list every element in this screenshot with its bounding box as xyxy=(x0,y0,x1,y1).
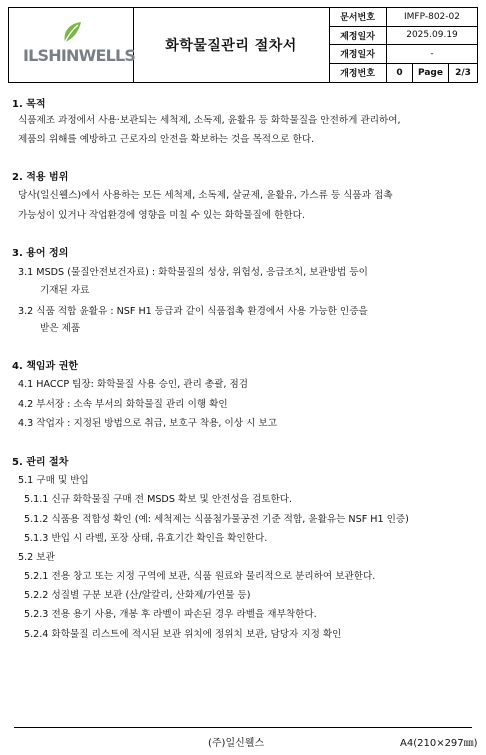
section-2-heading: 2. 적용 범위 xyxy=(12,172,69,183)
revision-page-row xyxy=(329,64,477,83)
procedure-5-2-2: 5.2.2 성질별 구분 보관 (산/알칼리, 산화제/가연물 등) xyxy=(24,590,251,601)
procedure-5-1-3: 5.1.3 반입 시 라벨, 포장 상태, 유효기간 확인을 확인한다. xyxy=(24,533,268,544)
definition-3-2: 3.2 식품 적합 윤활유 : NSF H1 등급과 같이 식품접촉 환경에서 사용 가능한 인증을 xyxy=(18,306,368,317)
subsection-5-1: 5.1 구매 및 반입 xyxy=(18,475,89,486)
leaf-logo-icon xyxy=(61,20,83,44)
document-title: 화학물질관리 절차서 xyxy=(133,8,330,82)
procedure-5-2-4: 5.2.4 화학물질 리스트에 적시된 보관 위치에 정위치 보관, 담당자 지정 확인 xyxy=(24,629,342,640)
responsibility-4-3: 4.3 작업자 : 지정된 방법으로 취급, 보호구 착용, 이상 시 보고 xyxy=(18,418,277,429)
section-2-text: 당사(일신웰스)에서 사용하는 모든 세척제, 소독제, 살균제, 윤활유, 가스류 등 식품과 접촉 xyxy=(18,190,393,201)
procedure-5-2-3: 5.2.3 전용 용기 사용, 개봉 후 라벨이 파손된 경우 라벨을 재부착한다. xyxy=(24,609,317,620)
logo-cell xyxy=(9,8,134,82)
section-2-text: 가능성이 있거나 작업환경에 영향을 미칠 수 있는 화학물질에 한한다. xyxy=(18,210,305,221)
definition-3-2-cont: 받은 제품 xyxy=(40,323,81,334)
revision-number-value: 0 xyxy=(387,64,413,83)
procedure-5-2-1: 5.2.1 전용 창고 또는 지정 구역에 보관, 식품 원료와 물리적으로 분리하여 보관한다. xyxy=(24,571,376,582)
doc-number-row xyxy=(329,8,477,27)
section-4-heading: 4. 책임과 권한 xyxy=(12,361,79,372)
document-header xyxy=(8,7,478,83)
created-date-row xyxy=(329,27,477,46)
logo-text: ILSHINWELLS xyxy=(23,46,136,65)
revised-date-row xyxy=(329,45,477,64)
definition-3-1-cont: 기재된 자료 xyxy=(40,285,90,296)
page-label: Page xyxy=(413,64,449,83)
doc-number-label: 문서번호 xyxy=(329,8,387,26)
revision-number-label: 개정번호 xyxy=(329,64,387,83)
footer-divider xyxy=(14,727,472,728)
section-1-text: 제품의 위해를 예방하고 근로자의 안전을 확보하는 것을 목적으로 한다. xyxy=(18,134,315,145)
footer-paper-size: A4(210×297㎜) xyxy=(400,738,478,749)
definition-3-1: 3.1 MSDS (물질안전보건자료) : 화학물질의 성상, 위험성, 응급조치, 보관방법 등이 xyxy=(18,267,368,278)
revised-date-label: 개정일자 xyxy=(329,45,387,63)
document-info-table xyxy=(329,8,477,82)
revised-date-value: - xyxy=(430,48,434,59)
section-1-heading: 1. 목적 xyxy=(12,99,46,110)
responsibility-4-2: 4.2 부서장 : 소속 부서의 화학물질 관리 이행 확인 xyxy=(18,399,228,410)
section-3-heading: 3. 용어 정의 xyxy=(12,248,69,259)
created-date-value: 2025.09.19 xyxy=(406,30,458,41)
procedure-5-1-1: 5.1.1 신규 화학물질 구매 전 MSDS 확보 및 안전성을 검토한다. xyxy=(24,494,293,505)
footer-company: (주)일신웰스 xyxy=(208,738,265,749)
created-date-label: 제정일자 xyxy=(329,27,387,45)
section-1-text: 식품제조 과정에서 사용·보관되는 세척제, 소독제, 윤활유 등 화학물질을 안전하게 관리하여, xyxy=(18,115,401,126)
section-5-heading: 5. 관리 절차 xyxy=(12,457,69,468)
doc-number-value: IMFP-802-02 xyxy=(404,11,460,22)
page-value: 2/3 xyxy=(455,67,471,78)
responsibility-4-1: 4.1 HACCP 팀장: 화학물질 사용 승인, 관리 총괄, 점검 xyxy=(18,379,249,390)
subsection-5-2: 5.2 보관 xyxy=(18,552,55,563)
procedure-5-1-2: 5.1.2 식품용 적합성 확인 (예: 세척제는 식품첨가물공전 기준 적합, 윤활유는 NSF H1 인증) xyxy=(24,514,409,525)
